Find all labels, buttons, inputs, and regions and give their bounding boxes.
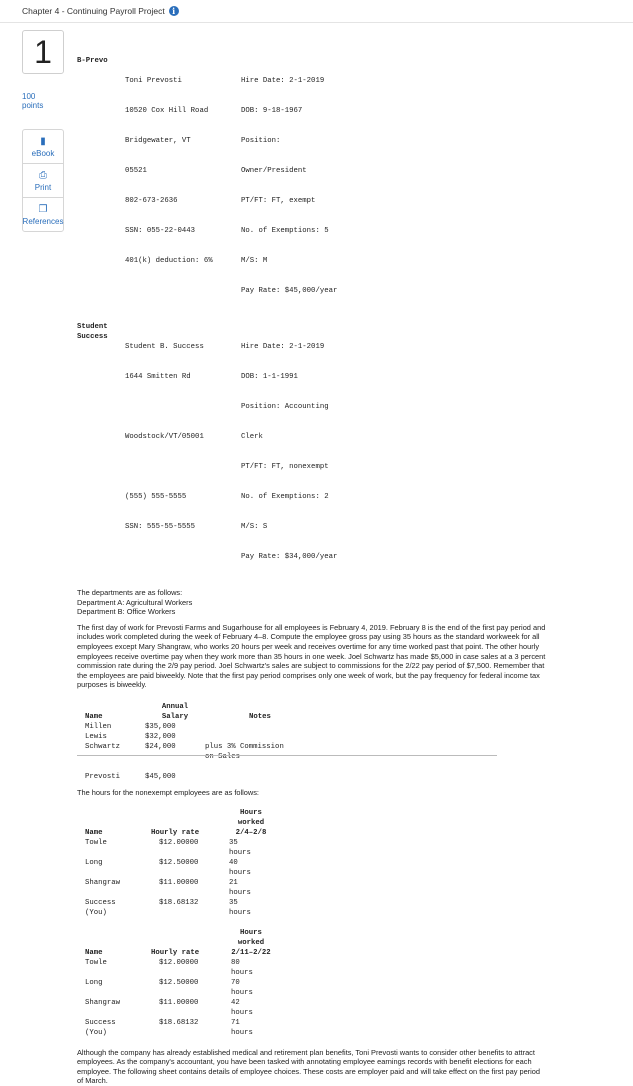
table-cell: Millen bbox=[85, 722, 112, 731]
table-row bbox=[85, 732, 315, 742]
employee-line: No. of Exemptions: 5 bbox=[241, 227, 329, 235]
printer-icon: ⎙ bbox=[39, 169, 47, 181]
info-icon[interactable]: i bbox=[169, 6, 179, 16]
instructions-paragraph: The first day of work for Prevosti Farms and Sugarhouse for all employees is February 4, 2019. February 8 is the end of the first pay period and includes work completed during the week of February 4–8. Compute the employee gross pay using 35 hours as the standard workweek for all employees except Mary Shangraw, who works 20 hours per week and receives overtime for any time worked past that point. The other hourly employees receive overtime pay when they work more than 35 hours in one week. Joel Schwartz has made $5,000 in case sales at a 3 percent commission rate during the 2/9 pay period. Joel Schwartz's sales are subject to commissions for the 2/22 pay period of $7,500. Remember that the employees are paid biweekly. Note that the first pay period comprises only one week of work, but the pay frequency for federal income tax purposes is biweekly. bbox=[77, 622, 546, 690]
department-b: Department B: Office Workers bbox=[77, 607, 176, 617]
employee-code: B-Prevo bbox=[77, 57, 108, 65]
column-header: Hourly rate bbox=[151, 948, 200, 957]
employee-line: Clerk bbox=[241, 433, 263, 441]
employee-code: Student Success bbox=[77, 323, 108, 341]
employee-line: No. of Exemptions: 2 bbox=[241, 493, 329, 501]
employee-line: 10520 Cox Hill Road bbox=[125, 107, 209, 115]
table-row bbox=[85, 858, 273, 878]
column-header: Hours worked 2/4–2/8 bbox=[235, 808, 267, 837]
table-cell: $12.00000 bbox=[159, 958, 199, 967]
table-row bbox=[85, 978, 277, 998]
hours-table-week1 bbox=[85, 808, 273, 918]
employee-line: PT/FT: FT, exempt bbox=[241, 197, 316, 205]
employee-line: DOB: 1-1-1991 bbox=[241, 373, 298, 381]
employee-line: Position: Accounting bbox=[241, 403, 329, 411]
employee-line: M/S: S bbox=[241, 523, 268, 531]
employee-record-prevosti bbox=[77, 56, 547, 316]
header-bar bbox=[0, 0, 633, 23]
table-cell bbox=[205, 762, 315, 772]
table-cell: $11.00000 bbox=[159, 998, 199, 1007]
employee-line: Hire Date: 2-1-2019 bbox=[241, 343, 325, 351]
employee-line: Student B. Success bbox=[125, 343, 204, 351]
employee-line: 401(k) deduction: 6% bbox=[125, 257, 213, 265]
content-divider bbox=[77, 755, 497, 756]
table-cell: Towle bbox=[85, 838, 107, 847]
employee-line: Pay Rate: $45,000/year bbox=[241, 287, 338, 295]
table-row bbox=[85, 742, 315, 762]
employee-line: SSN: 555-55-5555 bbox=[125, 523, 196, 531]
table-cell: $35,000 bbox=[145, 722, 176, 731]
employee-address-block bbox=[125, 322, 241, 582]
table-header-row bbox=[85, 808, 273, 838]
print-label: Print bbox=[34, 182, 52, 192]
table-cell: Long bbox=[85, 858, 103, 867]
hours-table-week2 bbox=[85, 928, 277, 1038]
hours-intro: The hours for the nonexempt employees are as follows: bbox=[77, 787, 259, 797]
table-row bbox=[85, 1018, 277, 1038]
column-header: Annual Salary bbox=[161, 702, 189, 721]
table-cell bbox=[145, 762, 205, 772]
ebook-label: eBook bbox=[31, 148, 55, 158]
table-cell bbox=[205, 732, 315, 742]
table-cell bbox=[85, 762, 145, 772]
column-header: Notes bbox=[249, 712, 271, 721]
employee-line: DOB: 9-18-1967 bbox=[241, 107, 303, 115]
question-number: 1 bbox=[22, 30, 64, 74]
employee-line: Woodstock/VT/05001 bbox=[125, 433, 204, 441]
employee-line: 1644 Smitten Rd bbox=[125, 373, 191, 381]
employee-details-block bbox=[241, 322, 371, 582]
table-cell: $12.50000 bbox=[159, 858, 199, 867]
table-cell: 35 hours bbox=[229, 838, 251, 857]
table-row bbox=[85, 762, 315, 772]
employee-line: Bridgewater, VT bbox=[125, 137, 191, 145]
question-content bbox=[77, 56, 547, 1086]
table-cell: $18.68132 bbox=[159, 1018, 199, 1027]
table-cell: $18.68132 bbox=[159, 898, 199, 907]
employee-line: Owner/President bbox=[241, 167, 307, 175]
employee-line: 05521 bbox=[125, 167, 147, 175]
column-header: Hourly rate bbox=[151, 828, 200, 837]
column-header: Hours worked 2/11–2/22 bbox=[231, 928, 271, 957]
table-header-row bbox=[85, 928, 277, 958]
table-row bbox=[85, 898, 273, 918]
employee-line: Toni Prevosti bbox=[125, 77, 182, 85]
copy-icon: ❐ bbox=[38, 203, 48, 215]
tools-panel bbox=[22, 129, 64, 232]
employee-line: PT/FT: FT, nonexempt bbox=[241, 463, 329, 471]
table-cell: Long bbox=[85, 978, 103, 987]
table-cell: 42 hours bbox=[231, 998, 253, 1017]
table-cell: 40 hours bbox=[229, 858, 251, 877]
employee-line bbox=[125, 462, 241, 472]
points-value: 100 bbox=[22, 92, 36, 101]
table-cell: $24,000 bbox=[145, 742, 176, 751]
table-cell: $11.00000 bbox=[159, 878, 199, 887]
employee-line: Hire Date: 2-1-2019 bbox=[241, 77, 325, 85]
ebook-button[interactable] bbox=[23, 130, 63, 164]
references-button[interactable] bbox=[23, 198, 63, 231]
employee-line: 802-673-2636 bbox=[125, 197, 178, 205]
department-a: Department A: Agricultural Workers bbox=[77, 597, 193, 607]
departments-intro: The departments are as follows: bbox=[77, 588, 183, 597]
employee-line: M/S: M bbox=[241, 257, 268, 265]
column-header: Name bbox=[85, 948, 103, 957]
table-cell: plus 3% Commission on Sales bbox=[205, 742, 284, 761]
table-row bbox=[85, 958, 277, 978]
table-row bbox=[85, 722, 315, 732]
table-cell: $12.50000 bbox=[159, 978, 199, 987]
employee-address-block bbox=[125, 56, 241, 316]
table-cell: Shangraw bbox=[85, 878, 121, 887]
employee-line: Position: bbox=[241, 137, 281, 145]
table-row bbox=[85, 838, 273, 858]
table-cell: 35 hours bbox=[229, 898, 251, 917]
table-cell: 80 hours bbox=[231, 958, 253, 977]
table-cell: Success (You) bbox=[85, 898, 116, 917]
references-label: References bbox=[22, 216, 64, 226]
table-cell: $12.00000 bbox=[159, 838, 199, 847]
book-icon: ▮ bbox=[40, 135, 46, 147]
table-header-row bbox=[85, 702, 315, 722]
table-cell: Lewis bbox=[85, 732, 107, 741]
table-cell: Prevosti bbox=[85, 772, 121, 781]
salary-table bbox=[85, 702, 315, 782]
table-row bbox=[85, 998, 277, 1018]
points-label: points bbox=[22, 101, 44, 110]
assignment-title: Chapter 4 - Continuing Payroll Project bbox=[22, 6, 165, 16]
table-row bbox=[85, 878, 273, 898]
table-cell: 21 hours bbox=[229, 878, 251, 897]
table-row bbox=[85, 772, 315, 782]
column-header: Name bbox=[85, 712, 103, 721]
employee-line: (555) 555-5555 bbox=[125, 493, 187, 501]
table-cell: Schwartz bbox=[85, 742, 121, 751]
table-cell: 71 hours bbox=[231, 1018, 253, 1037]
question-sidebar bbox=[22, 30, 64, 232]
employee-line: SSN: 055-22-0443 bbox=[125, 227, 196, 235]
employee-details-block bbox=[241, 56, 371, 316]
employee-record-success bbox=[77, 322, 547, 582]
table-cell: Towle bbox=[85, 958, 107, 967]
departments-block bbox=[77, 588, 547, 617]
table-cell bbox=[205, 772, 315, 782]
table-cell: 70 hours bbox=[231, 978, 253, 997]
table-cell bbox=[205, 722, 315, 732]
employee-line bbox=[125, 402, 241, 412]
employee-line: Pay Rate: $34,000/year bbox=[241, 553, 338, 561]
table-cell: Shangraw bbox=[85, 998, 121, 1007]
table-cell: $32,000 bbox=[145, 732, 176, 741]
table-cell: Success (You) bbox=[85, 1018, 116, 1037]
benefits-paragraph: Although the company has already established medical and retirement plan benefits, Toni Prevosti wants to consider other benefits to attract employees. As the company's accountant, you have been tasked with annotating employee earnings records with benefit elections for each employee. The following sheet contains details of employee choices. These costs are employer paid and will take effect on the first pay period of March. bbox=[77, 1047, 540, 1086]
table-cell: $45,000 bbox=[145, 772, 176, 781]
column-header: Name bbox=[85, 828, 103, 837]
print-button[interactable] bbox=[23, 164, 63, 198]
